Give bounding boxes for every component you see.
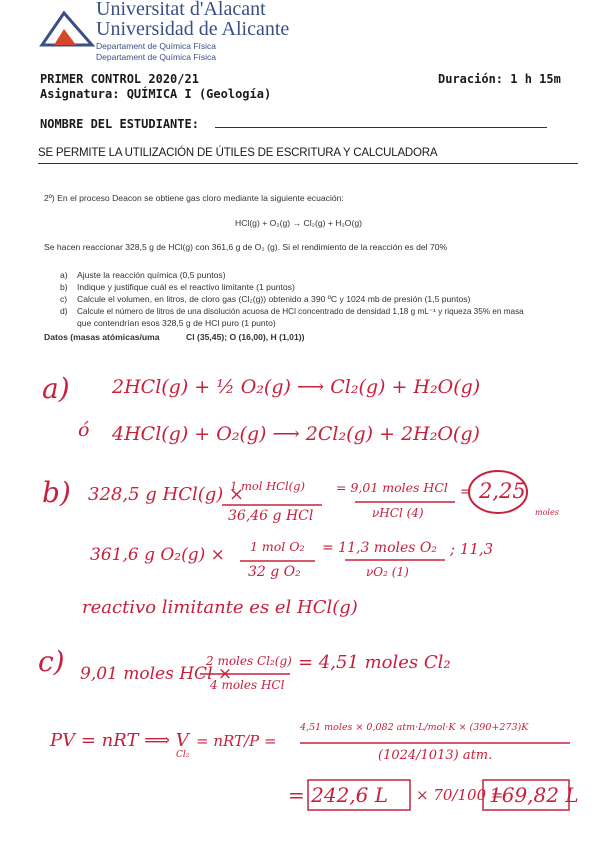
gas-law: PV = nRT ⟹ V [50,730,189,751]
gas-law-formula: = nRT/P = [196,732,277,750]
answer-b-conclusion: reactivo limitante es el HCl(g) [82,597,358,618]
department-es: Departament de Química Física [96,52,216,62]
item-a-text: Ajuste la reacción química (0,5 puntos) [77,270,226,280]
answer-c-result: = 4,51 moles Cl₂ [298,652,451,673]
item-d-letter: d) [60,306,68,316]
answer-b-conv2-num: 1 mol O₂ [250,539,305,554]
item-c-letter: c) [60,294,68,304]
answer-b-result2: ; 11,3 [450,540,494,558]
answer-b-mass1: 328,5 g HCl(g) × [88,484,245,505]
problem-statement: Se hacen reaccionar 328,5 g de HCl(g) con 361,6 g de O₂ (g). Si el rendimiento de la reacción es del 70% [44,242,448,252]
answer-a-line2: 4HCl(g) + O₂(g) ⟶ 2Cl₂(g) + 2H₂O(g) [112,423,480,445]
answer-b-mass2: 361,6 g O₂(g) × [90,545,225,565]
answer-b-conv2-den: 32 g O₂ [248,564,301,580]
exam-duration: Duración: 1 h 15m [438,72,561,86]
subject: Asignatura: QUÍMICA I (Geología) [40,87,272,101]
atomic-data-label: Datos (masas atómicas/uma [44,332,160,342]
answer-b-res1-num: = 9,01 moles HCl [336,480,448,495]
yield-factor: × 70/100 = [416,786,504,804]
item-b-letter: b) [60,282,68,292]
answer-c-num: 2 moles Cl₂(g) [206,654,292,668]
answer-a-line1: 2HCl(g) + ½ O₂(g) ⟶ Cl₂(g) + H₂O(g) [112,376,481,398]
item-d-text-cont: que contendrían esos 328,5 g de HCl puro (1 punto) [77,318,276,328]
item-b-text: Indique y justifique cuál es el reactivo limitante (1 puntos) [77,282,295,292]
answer-b-res2-num: = 11,3 moles O₂ [322,540,437,556]
answer-b-result1-unit: moles [535,508,559,517]
answer-c-den: 4 moles HCl [210,678,285,692]
answer-c-label: c) [38,645,65,678]
volume-result: = 242,6 L [288,783,389,807]
atomic-data-values: Cl (35,45); O (16,00), H (1,01)) [186,332,305,342]
gas-law-numerator: 4,51 moles × 0,082 atm·L/mol·K × (390+273)K [300,722,529,733]
gas-law-subscript: Cl₂ [176,750,190,760]
gas-law-denominator: (1024/1013) atm. [378,748,493,763]
answer-b-label: b) [42,476,71,509]
problem-intro: 2º) En el proceso Deacon se obtiene gas cloro mediante la siguiente ecuación: [44,193,344,203]
permission-note: SE PERMITE LA UTILIZACIÓN DE ÚTILES DE ESCRITURA Y CALCULADORA [38,147,438,159]
reaction-equation: HCl(g) + O₂(g) → Cl₂(g) + H₂O(g) [235,218,362,228]
answer-a-label: a) [42,372,70,405]
university-name-ca: Universitat d'Alacant [96,0,266,20]
answer-b-result1: 2,25 [479,479,526,503]
item-c-text: Calcule el volumen, en litros, de cloro gas (Cl₂(g)) obtenido a 390 ºC y 1024 mb de presión (1,5 puntos) [77,294,471,304]
answer-b-res1-den: νHCl (4) [372,506,424,520]
department-ca: Departament de Química Física [96,41,216,51]
answer-a-or: ó [78,419,90,441]
item-d-text: Calcule el número de litros de una disolución acuosa de HCl concentrado de densidad 1,18 g mL⁻¹ y riqueza 35% en masa [77,307,524,316]
answer-b-conv1-den: 36,46 g HCl [228,508,314,524]
exam-title: PRIMER CONTROL 2020/21 [40,72,199,86]
item-a-letter: a) [60,270,68,280]
final-volume: 169,82 L [489,783,579,807]
answer-b-res2-den: νO₂ (1) [366,565,409,579]
answer-c-start: 9,01 moles HCl × [80,664,233,684]
student-name-label: NOMBRE DEL ESTUDIANTE: [40,117,199,131]
answer-b-conv1-num: 1 mol HCl(g) [230,479,305,493]
university-name-es: Universidad de Alicante [96,18,290,40]
